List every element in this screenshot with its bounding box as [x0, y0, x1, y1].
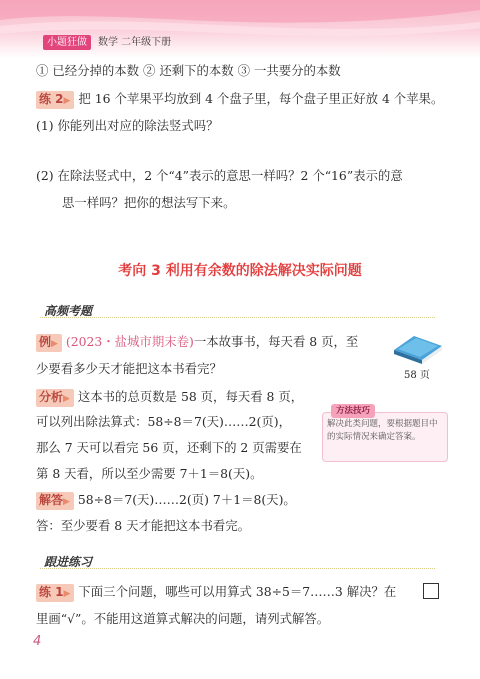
dotted-divider: [40, 317, 435, 318]
options-line: ① 已经分掉的本数 ② 还剩下的本数 ③ 一共要分的本数: [36, 63, 341, 78]
practice2-q1: (1) 你能列出对应的除法竖式吗？: [36, 118, 219, 133]
answer-row: [36, 492, 296, 510]
answer-line1: 58÷8＝7(天)……2(页) 7＋1＝8(天)。: [77, 492, 296, 507]
practice2-text: 把 16 个苹果平均放到 4 个盘子里，每个盘子里正好放 4 个苹果。: [78, 91, 444, 106]
practice2-tag: 练 2▶: [36, 91, 74, 109]
header-subject: 数学 二年级下册: [98, 37, 172, 48]
example-line2: 少要看多少天才能把这本书看完？: [36, 361, 222, 376]
practice2-q2-line2: 思一样吗？把你的想法写下来。: [62, 195, 236, 210]
practice1-line1: 下面三个问题，哪些可以用算式 38÷5＝7……3 解决？在: [78, 584, 397, 599]
answer-tag: 解答▶: [36, 492, 74, 510]
analysis-line4: 第 8 天看，所以至少需要 7＋1＝8(天)。: [36, 466, 263, 481]
analysis-tag: 分析▶: [36, 389, 74, 407]
example-line1: 一本故事书，每天看 8 页，至: [193, 334, 359, 349]
section-title: 考向 3 利用有余数的除法解决实际问题: [118, 263, 362, 279]
answer-line2: 答：至少要看 8 天才能把这本书看完。: [36, 518, 251, 533]
follow-label: 跟进练习: [44, 555, 93, 569]
example-tag: 例▶: [36, 334, 62, 352]
high-freq-label: 高频考题: [44, 304, 93, 318]
analysis-line1: 这本书的总页数是 58 页，每天看 8 页，: [77, 389, 304, 404]
analysis-row: [36, 389, 303, 407]
example-source: (2023・盐城市期末卷): [65, 334, 194, 349]
practice1-line2: 里画“√”。不能用这道算式解决的问题，请列式解答。: [36, 611, 330, 626]
answer-checkbox[interactable]: [423, 583, 439, 599]
tip-text: 解决此类问题，要根据题目中的实际情况来确定答案。: [327, 419, 438, 442]
dotted-divider-2: [40, 568, 435, 569]
practice2-q2-line1: (2) 在除法竖式中，2 个“4”表示的意思一样吗？2 个“16”表示的意: [36, 168, 403, 183]
practice2-row: [36, 91, 443, 109]
analysis-line2: 可以列出除法算式：58÷8＝7(天)……2(页)，: [36, 414, 291, 429]
page-number: 4: [33, 634, 42, 649]
example-row: [36, 334, 358, 352]
practice1-tag: 练 1▶: [36, 584, 74, 602]
book-icon: [392, 330, 444, 364]
tip-title: 方法技巧: [331, 404, 375, 418]
practice1-row: [36, 584, 396, 602]
analysis-line3: 那么 7 天可以看完 56 页，还剩下的 2 页需要在: [36, 440, 302, 455]
book-pages-label: 58 页: [404, 370, 430, 381]
brand-badge: 小题狂做: [43, 35, 91, 50]
